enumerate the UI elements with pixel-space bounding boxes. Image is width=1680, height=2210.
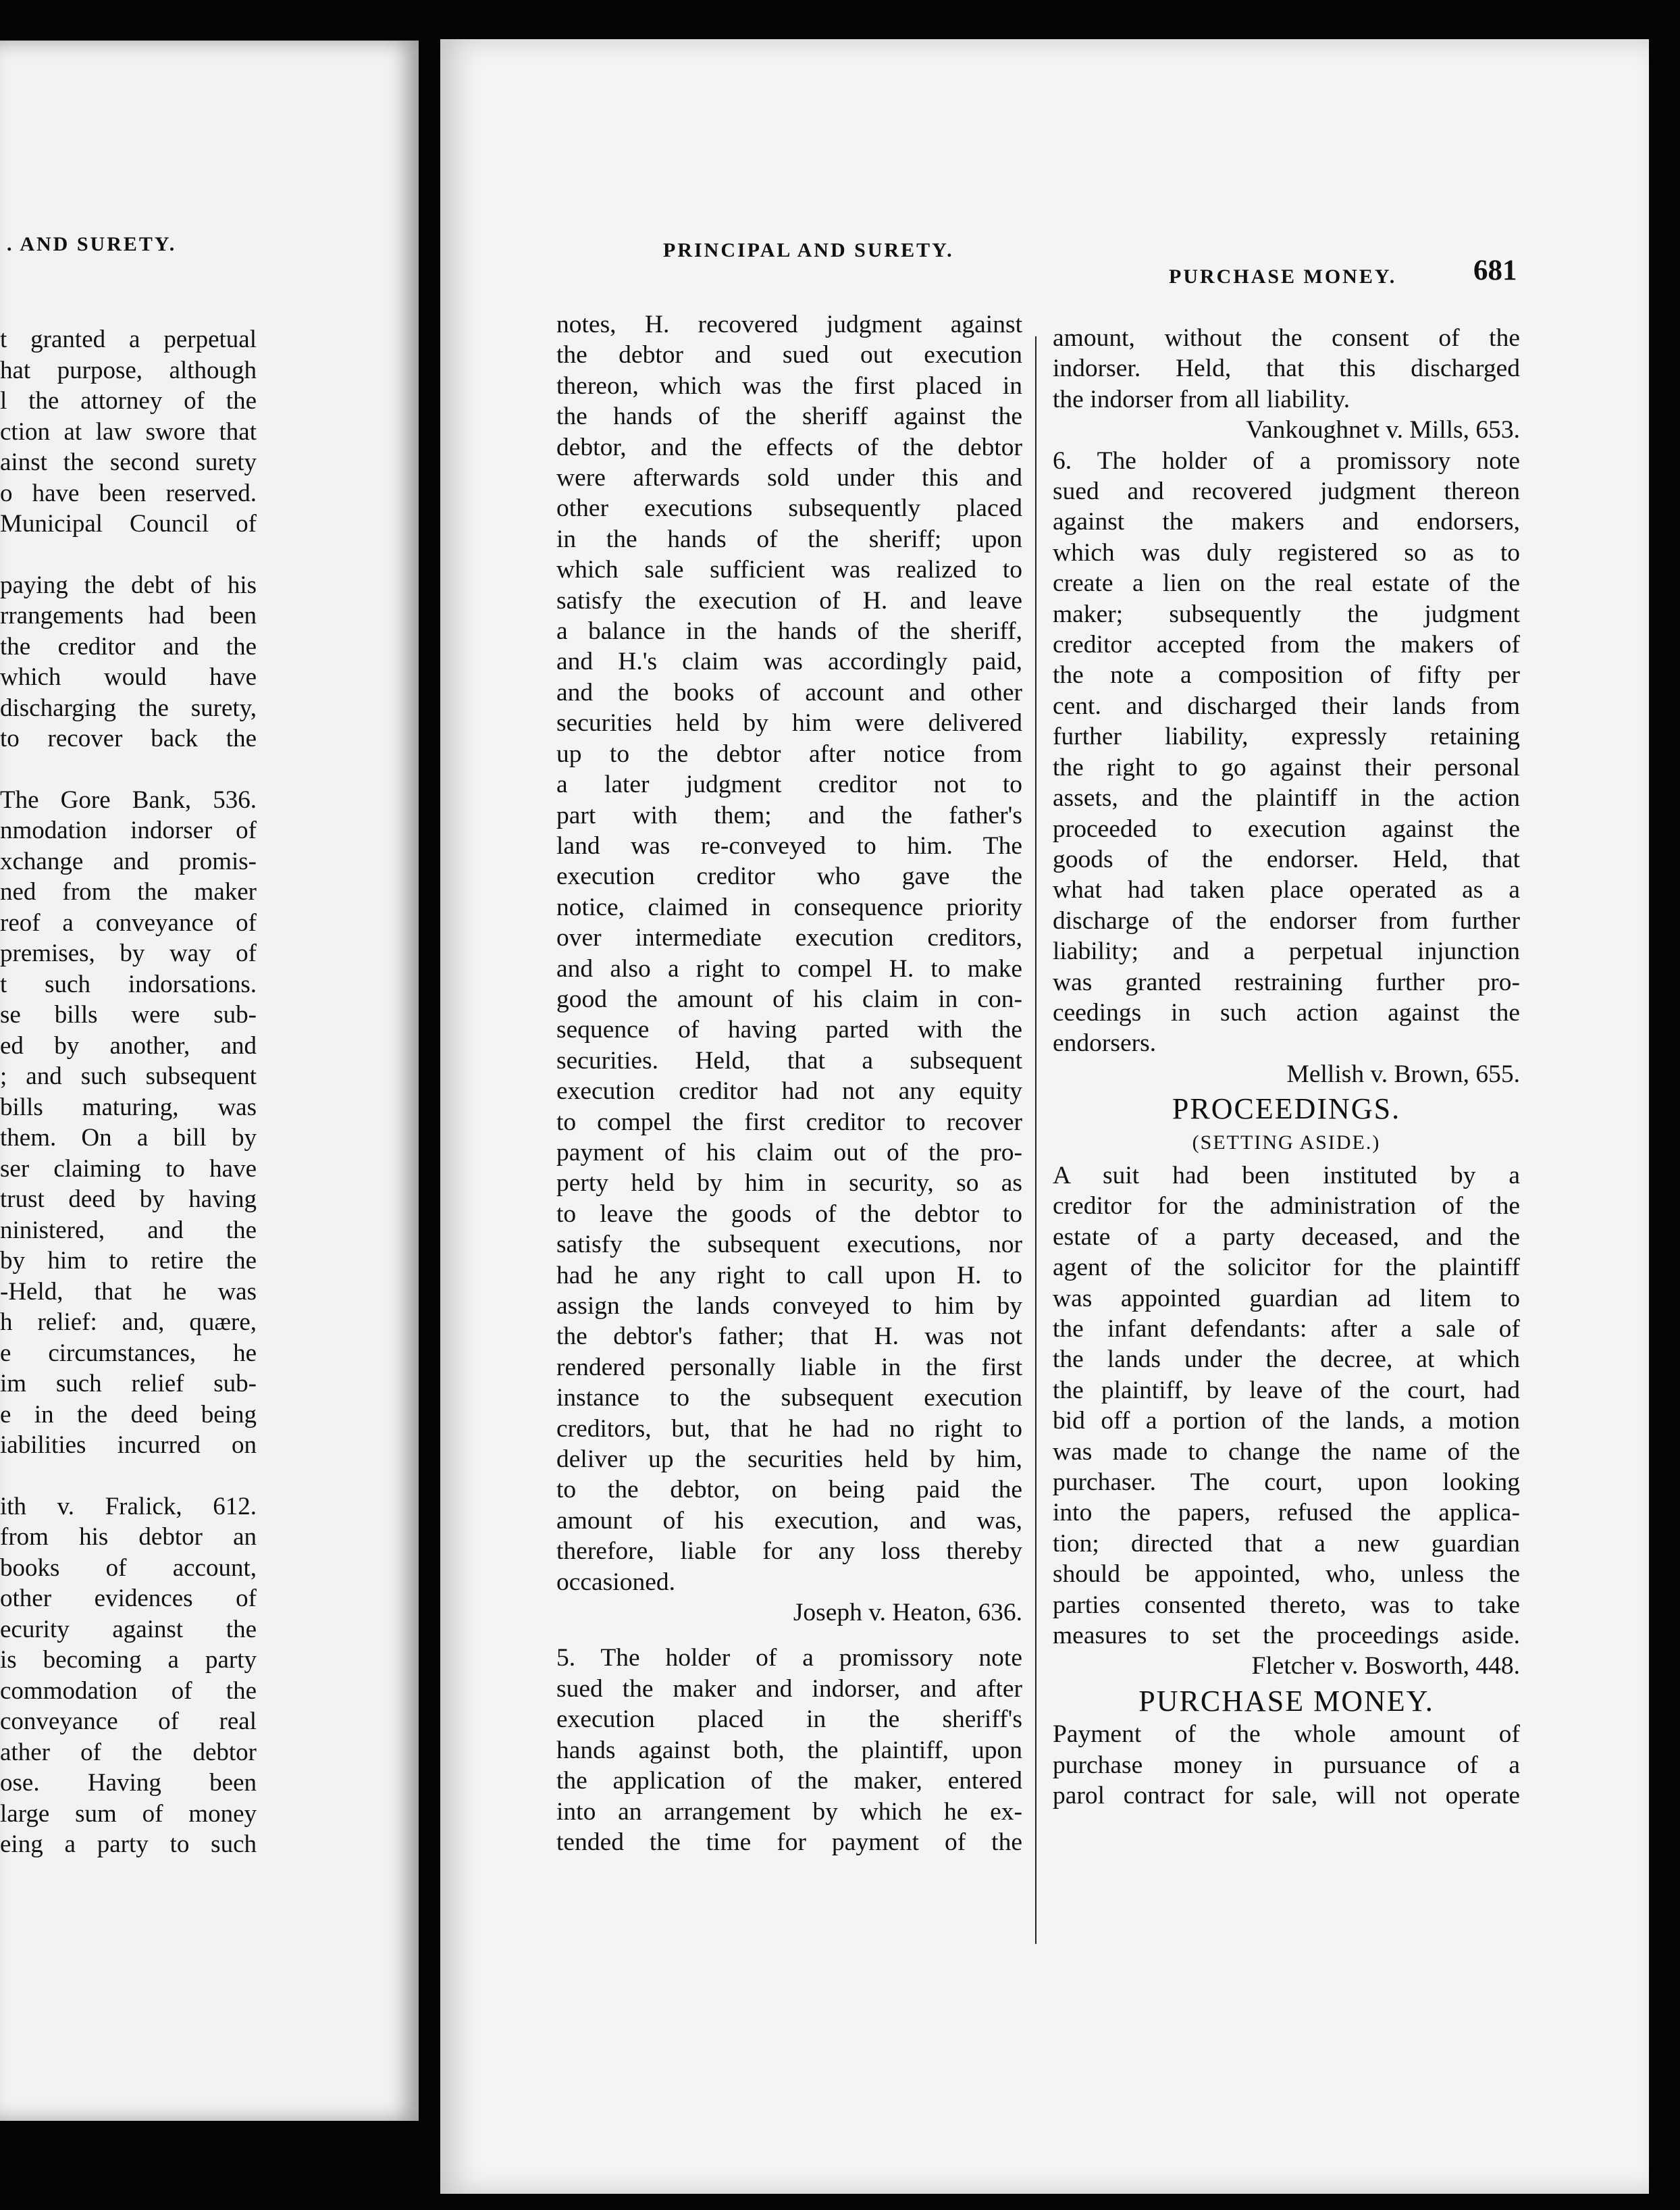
text-line: perty held by him in security, so as [556, 1169, 1022, 1198]
text-line: to the debtor, on being paid the [556, 1476, 1022, 1504]
text-line: should be appointed, who, unless the [1053, 1560, 1520, 1589]
text-line: occasioned. [556, 1568, 675, 1596]
text-line: the creditor and the [0, 632, 257, 661]
text-line: proceeded to execution against the [1053, 815, 1520, 843]
text-line: iabilities incurred on [0, 1431, 257, 1459]
text-line: ecurity against the [0, 1615, 257, 1643]
text-line: bid off a portion of the lands, a motion [1053, 1407, 1520, 1435]
middle-text-column [556, 309, 1022, 1857]
running-header-right: PURCHASE MONEY. [1169, 265, 1397, 288]
text-line: up to the debtor after notice from [556, 740, 1022, 768]
text-line: creditors, but, that he had no right to [556, 1414, 1022, 1443]
text-line: Payment of the whole amount of [1053, 1720, 1520, 1749]
text-line: parties consented thereto, was to take [1053, 1591, 1520, 1619]
case-citation: Mellish v. Brown, 655. [1286, 1060, 1520, 1088]
right-column-paragraph-4 [1053, 1719, 1520, 1811]
text-line: to leave the goods of the debtor to [556, 1200, 1022, 1228]
text-line: ainst the second surety [0, 448, 257, 476]
text-line: which was duly registered so as to [1053, 538, 1520, 567]
text-line: agent of the solicitor for the plaintiff [1053, 1254, 1520, 1282]
text-line: the debtor's father; that H. was not [556, 1322, 1022, 1351]
text-line: rendered personally liable in the first [556, 1353, 1022, 1381]
text-line: conveyance of real [0, 1707, 257, 1735]
text-line: land was re-conveyed to him. The [556, 831, 1022, 860]
text-line: over intermediate execution creditors, [556, 924, 1022, 952]
text-line: t such indorsations. [0, 970, 257, 998]
text-line: into the papers, refused the applica- [1053, 1499, 1520, 1527]
text-line: discharge of the endorser from further [1053, 906, 1520, 935]
text-line: A suit had been instituted by a [1053, 1161, 1520, 1189]
right-column-paragraph-3 [1053, 1160, 1520, 1651]
text-line: is becoming a party [0, 1646, 257, 1674]
text-line: notes, H. recovered judgment against [556, 311, 1022, 338]
right-text-column [1053, 323, 1520, 1811]
text-line: had he any right to call upon H. to [556, 1261, 1022, 1289]
text-line: was appointed guardian ad litem to [1053, 1284, 1520, 1312]
text-line: execution creditor had not any equity [556, 1077, 1022, 1106]
text-line: se bills were sub- [0, 1001, 257, 1029]
text-line: satisfy the execution of H. and leave [556, 586, 1022, 615]
text-line: into an arrangement by which he ex- [556, 1797, 1022, 1826]
left-page [0, 41, 419, 2121]
case-citation: Vankoughnet v. Mills, 653. [1246, 416, 1520, 444]
middle-column-paragraph-1 [556, 309, 1022, 1597]
text-line: notice, claimed in consequence priority [556, 893, 1022, 921]
text-line: part with them; and the father's [556, 801, 1022, 829]
left-page-text-column [0, 324, 257, 1860]
text-line: eing a party to such [0, 1830, 257, 1858]
text-line: good the amount of his claim in con- [556, 985, 1022, 1013]
text-line: creditor accepted from the makers of [1053, 631, 1520, 659]
text-line: and also a right to compel H. to make [556, 954, 1022, 983]
case-citation: Fletcher v. Bosworth, 448. [1251, 1652, 1520, 1680]
text-line: payment of his claim out of the pro- [556, 1138, 1022, 1166]
text-line: to compel the first creditor to recover [556, 1108, 1022, 1136]
text-line: the lands under the decree, at which [1053, 1345, 1520, 1374]
text-line: deliver up the securities held by him, [556, 1445, 1022, 1474]
text-line: a balance in the hands of the sheriff, [556, 617, 1022, 646]
text-line: sequence of having parted with the [556, 1016, 1022, 1044]
left-running-header: . AND SURETY. [7, 233, 177, 255]
text-line: tended the time for payment of the [556, 1828, 1022, 1856]
text-line: purchase money in pursuance of a [1053, 1751, 1520, 1779]
text-line: e circumstances, he [0, 1339, 257, 1367]
text-line: ather of the debtor [0, 1738, 257, 1766]
text-line: the application of the maker, entered [556, 1767, 1022, 1795]
text-line: ; and such subsequent [0, 1062, 257, 1090]
text-line: in the hands of the sheriff; upon [556, 525, 1022, 553]
text-line: large sum of money [0, 1799, 257, 1828]
text-line: cent. and discharged their lands from [1053, 692, 1520, 720]
section-subheading: (SETTING ASIDE.) [1192, 1131, 1381, 1154]
text-line: further liability, expressly retaining [1053, 723, 1520, 751]
text-line: a later judgment creditor not to [556, 771, 1022, 799]
text-line: the debtor and sued out execution [556, 341, 1022, 369]
text-line: against the makers and endorsers, [1053, 508, 1520, 536]
text-line: im such relief sub- [0, 1370, 257, 1397]
text-line: from his debtor an [0, 1523, 257, 1551]
text-line: xchange and promis- [0, 847, 257, 875]
text-line: 5. The holder of a promissory note [556, 1644, 1022, 1672]
text-line: indorser. Held, that this discharged [1053, 355, 1520, 383]
text-line: them. On a bill by [0, 1124, 257, 1152]
text-line: sued the maker and indorser, and after [556, 1674, 1022, 1703]
text-line: satisfy the subsequent executions, nor [556, 1231, 1022, 1259]
text-line: therefore, liable for any loss thereby [556, 1537, 1022, 1566]
text-line: ed by another, and [0, 1031, 257, 1060]
text-line: measures to set the proceedings aside. [1053, 1622, 1520, 1650]
text-line: The Gore Bank, 536. [0, 786, 257, 814]
text-line: debtor, and the effects of the debtor [556, 433, 1022, 461]
text-line: hat purpose, although [0, 356, 257, 384]
text-line: purchaser. The court, upon looking [1053, 1468, 1520, 1497]
text-line: to recover back the [0, 725, 257, 752]
text-line: t granted a perpetual [0, 326, 257, 353]
text-line: premises, by way of [0, 940, 257, 967]
case-citation: Joseph v. Heaton, 636. [793, 1599, 1022, 1627]
page-number: 681 [1473, 255, 1517, 286]
text-line: other executions subsequently placed [556, 494, 1022, 523]
text-line: ceedings in such action against the [1053, 998, 1520, 1027]
text-line: ose. Having been [0, 1769, 257, 1797]
text-line: ninistered, and the [0, 1216, 257, 1244]
text-line: bills maturing, was [0, 1093, 257, 1121]
text-line: the right to go against their personal [1053, 753, 1520, 781]
text-line: the indorser from all liability. [1053, 385, 1350, 413]
text-line: instance to the subsequent execution [556, 1384, 1022, 1412]
text-line: by him to retire the [0, 1247, 257, 1275]
text-line: Municipal Council of [0, 510, 257, 538]
text-line: rrangements had been [0, 602, 257, 629]
text-line: and the books of account and other [556, 678, 1022, 706]
right-column-paragraph-2 [1053, 446, 1520, 1059]
text-line: goods of the endorser. Held, that [1053, 845, 1520, 873]
section-heading: PROCEEDINGS. [1172, 1092, 1401, 1126]
text-line: discharging the surety, [0, 694, 257, 722]
text-line: e in the deed being [0, 1400, 257, 1429]
text-line: trust deed by having [0, 1185, 257, 1213]
text-line: o have been reserved. [0, 479, 257, 507]
section-heading: PURCHASE MONEY. [1138, 1684, 1434, 1718]
text-line: paying the debt of his [0, 571, 257, 599]
text-line: estate of a party deceased, and the [1053, 1223, 1520, 1251]
text-line: 6. The holder of a promissory note [1053, 446, 1520, 475]
text-line: assign the lands conveyed to him by [556, 1292, 1022, 1320]
text-line: creditor for the administration of the [1053, 1192, 1520, 1220]
text-line: books of account, [0, 1553, 257, 1582]
text-line: l the attorney of the [0, 387, 257, 415]
text-line: -Held, that he was [0, 1277, 257, 1306]
column-divider [1035, 336, 1036, 1944]
running-header-left: PRINCIPAL AND SURETY. [663, 239, 954, 261]
text-line: amount, without the consent of the [1053, 324, 1520, 352]
right-page [440, 39, 1649, 2194]
text-line: liability; and a perpetual injunction [1053, 937, 1520, 966]
text-line: the infant defendants: after a sale of [1053, 1315, 1520, 1343]
text-line: nmodation indorser of [0, 817, 257, 844]
text-line: execution placed in the sheriff's [556, 1705, 1022, 1734]
text-line: maker; subsequently the judgment [1053, 600, 1520, 628]
text-line: assets, and the plaintiff in the action [1053, 784, 1520, 813]
text-line: hands against both, the plaintiff, upon [556, 1736, 1022, 1764]
text-line: and H.'s claim was accordingly paid, [556, 648, 1022, 676]
text-line: was made to change the name of the [1053, 1437, 1520, 1466]
text-line: parol contract for sale, will not operate [1053, 1782, 1520, 1810]
text-line: amount of his execution, and was, [556, 1506, 1022, 1535]
text-line: securities held by him were delivered [556, 709, 1022, 738]
middle-column-paragraph-2 [556, 1643, 1022, 1857]
text-line: the note a composition of fifty per [1053, 661, 1520, 690]
text-line: thereon, which was the first placed in [556, 371, 1022, 400]
text-line: reof a conveyance of [0, 908, 257, 937]
text-line: were afterwards sold under this and [556, 464, 1022, 492]
text-line: ser claiming to have [0, 1154, 257, 1183]
text-line: what had taken place operated as a [1053, 876, 1520, 904]
text-line: which would have [0, 663, 257, 691]
text-line: which sale sufficient was realized to [556, 556, 1022, 584]
text-line: the plaintiff, by leave of the court, had [1053, 1376, 1520, 1404]
text-line: ction at law swore that [0, 417, 257, 446]
text-line: was granted restraining further pro- [1053, 968, 1520, 996]
text-line: the hands of the sheriff against the [556, 403, 1022, 431]
text-line: tion; directed that a new guardian [1053, 1529, 1520, 1558]
text-line: execution creditor who gave the [556, 863, 1022, 891]
text-line: ith v. Fralick, 612. [0, 1492, 257, 1520]
right-column-paragraph-1 [1053, 323, 1520, 415]
text-line: commodation of the [0, 1676, 257, 1705]
text-line: ned from the maker [0, 878, 257, 906]
text-line: h relief: and, quære, [0, 1308, 257, 1336]
text-line: securities. Held, that a subsequent [556, 1046, 1022, 1075]
text-line: sued and recovered judgment thereon [1053, 478, 1520, 506]
text-line: endorsers. [1053, 1029, 1157, 1058]
text-line: create a lien on the real estate of the [1053, 569, 1520, 598]
text-line: other evidences of [0, 1585, 257, 1612]
